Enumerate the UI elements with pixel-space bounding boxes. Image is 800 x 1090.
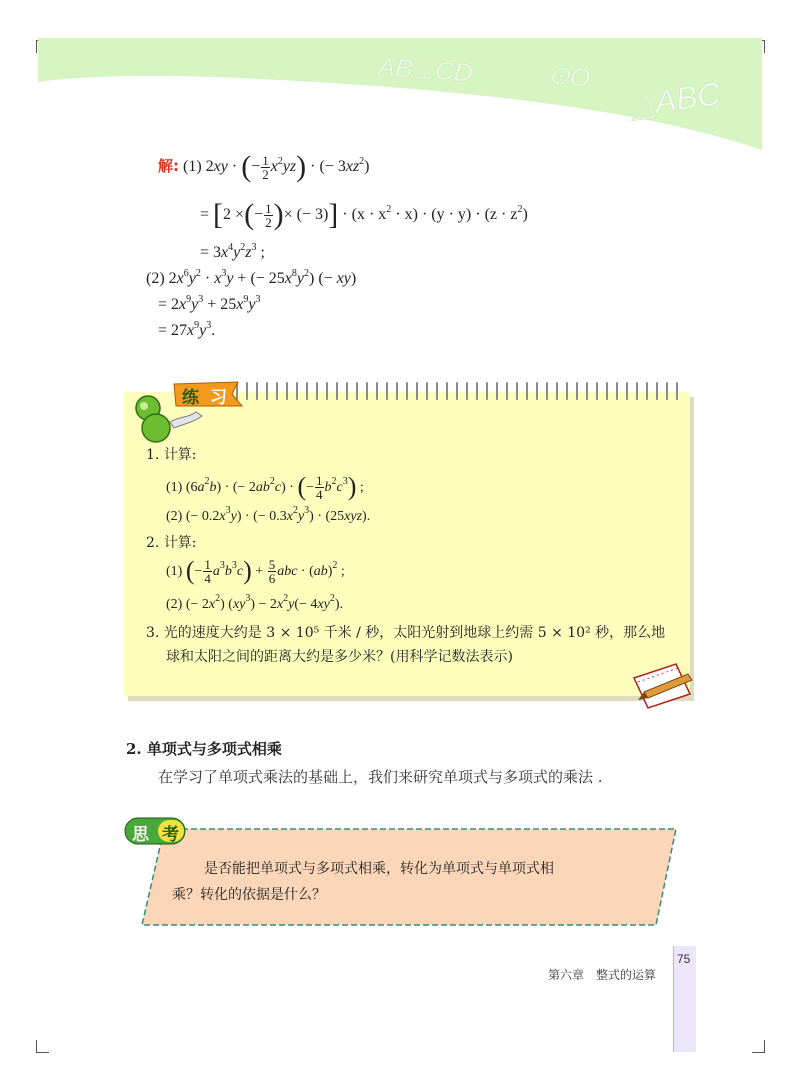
notebook-ring (406, 382, 408, 400)
notebook-ring (396, 382, 398, 400)
page-number: 75 (677, 952, 691, 966)
think-text-line-2: 乘？转化的依据是什么？ (172, 887, 326, 903)
notebook-ring (576, 382, 578, 400)
notebook-ring (316, 382, 318, 400)
section-intro: 在学习了单项式乘法的基础上，我们来研究单项式与多项式的乘法 . (158, 768, 603, 786)
crop-mark-bottom-right (752, 1040, 765, 1053)
fraction: $\frac{1}{2}$ (265, 200, 272, 230)
notebook-ring (616, 382, 618, 400)
exercise-title-badge (172, 380, 244, 408)
notebook-ring (606, 382, 608, 400)
notebook-ring (356, 382, 358, 400)
notebook-ring (476, 382, 478, 400)
notebook-ring (376, 382, 378, 400)
think-badge (124, 816, 188, 846)
fraction: $\frac{1}{2}$ (262, 152, 269, 182)
fraction: $\frac{1}{4}$ (204, 557, 211, 587)
banner-text-triangle: △ABC (628, 75, 723, 124)
notebook-ring (326, 382, 328, 400)
solution-line-2: = [2 ×(− $\frac{1}{2}$ )× (− $3)] \cdot (x \cdot x^2 \cdot x) \cdot (y \cdot y) \cdot (z \cdot z^2)$ (200, 198, 528, 231)
notebook-ring (566, 382, 568, 400)
notebook-ring (436, 382, 438, 400)
think-badge-char-1: 思 (132, 825, 149, 845)
notebook-ring (626, 382, 628, 400)
solution-line-6: = $27x^9y^3$. (158, 320, 216, 339)
notebook-ring (546, 382, 548, 400)
exercise-q1-label: 1. 计算: (146, 447, 197, 463)
notebook-ring (386, 382, 388, 400)
exercise-q1-part2: (2) (− $0.2x^3y$) · (− $0.3x^2y^3) \cdot (25xyz)$. (166, 505, 371, 524)
exercise-q2-part2: (2) (− $2x^2$) $(xy^3) - 2x^2y(- 4xy^2)$. (166, 593, 344, 612)
banner-text-circle: ⊙O (546, 58, 592, 94)
notebook-ring (416, 382, 418, 400)
notebook-ring (306, 382, 308, 400)
notebook-ring (506, 382, 508, 400)
notebook-ring (556, 382, 558, 400)
notebook-ring (646, 382, 648, 400)
notebook-ring (276, 382, 278, 400)
exercise-title-char-1: 练 (182, 388, 199, 408)
notebook-ring (516, 382, 518, 400)
notebook-ring (286, 382, 288, 400)
solution-line-3: = $3x^4y^2z^3$ ; (200, 242, 265, 261)
notebook-ring (366, 382, 368, 400)
exercise-q3-line1: 3. 光的速度大约是 3 × 10⁵ 千米 / 秒，太阳光射到地球上约需 5 × 10² 秒，那么地 (146, 625, 666, 641)
header-banner (38, 38, 762, 150)
notebook-ring (446, 382, 448, 400)
notebook-ring (536, 382, 538, 400)
think-badge-char-2: 考 (162, 825, 179, 845)
banner-text-perpendicular: AB⊥CD (376, 51, 474, 88)
exercise-title-char-2: 习 (210, 388, 227, 408)
notebook-ring (466, 382, 468, 400)
notebook-ring (636, 382, 638, 400)
solution-line-1: 解: (1) 2xy · (− $\frac{1}{2}$ $x^2yz$) · (− $3xz^2$) (158, 150, 370, 183)
notebook-ring (656, 382, 658, 400)
notebook-ring (296, 382, 298, 400)
notebook-ring (496, 382, 498, 400)
fraction: $\frac{5}{6}$ (268, 557, 276, 587)
solution-line-4: (2) $2x^6y^2 \cdot x^3y$ + (− $25x^8y^2$) (− xy) (146, 268, 357, 287)
section-title: 2. 单项式与多项式相乘 (126, 740, 282, 758)
fraction: $\frac{1}{4}$ (316, 473, 323, 503)
notebook-ring (336, 382, 338, 400)
notebook-ring (586, 382, 588, 400)
notebook-ring (486, 382, 488, 400)
notebook-pencil-icon (626, 660, 698, 712)
chapter-footer: 第六章 整式的运算 (548, 968, 657, 982)
exercise-q3-line2: 球和太阳之间的距离大约是多少米？(用科学记数法表示) (166, 649, 513, 665)
exercise-q2-part1: (1) (− $\frac{1}{4}$ $a^3b^3c$) + $\frac{5}{6}$ abc · (ab)$^2$ ; (166, 556, 345, 587)
crop-mark-bottom-left (36, 1040, 49, 1053)
exercise-q1-part1: (1) $(6a^2b)$ · (− $2ab^2c$) · (− $\frac{1}{4}$ $b^2c^3$) ; (166, 472, 364, 503)
notebook-ring (426, 382, 428, 400)
notebook-ring (526, 382, 528, 400)
notebook-ring (256, 382, 258, 400)
exercise-q2-label: 2. 计算: (146, 535, 197, 551)
notebook-ring (266, 382, 268, 400)
notebook-ring (676, 382, 678, 400)
think-text-line-1: 是否能把单项式与多项式相乘，转化为单项式与单项式相 (204, 861, 554, 877)
solution-label: 解: (158, 157, 179, 175)
solution-line-5: = $2x^9y^3 + 25x^9y^3$ (158, 294, 261, 313)
notebook-ring (666, 382, 668, 400)
notebook-ring (456, 382, 458, 400)
notebook-ring (596, 382, 598, 400)
notebook-ring (346, 382, 348, 400)
